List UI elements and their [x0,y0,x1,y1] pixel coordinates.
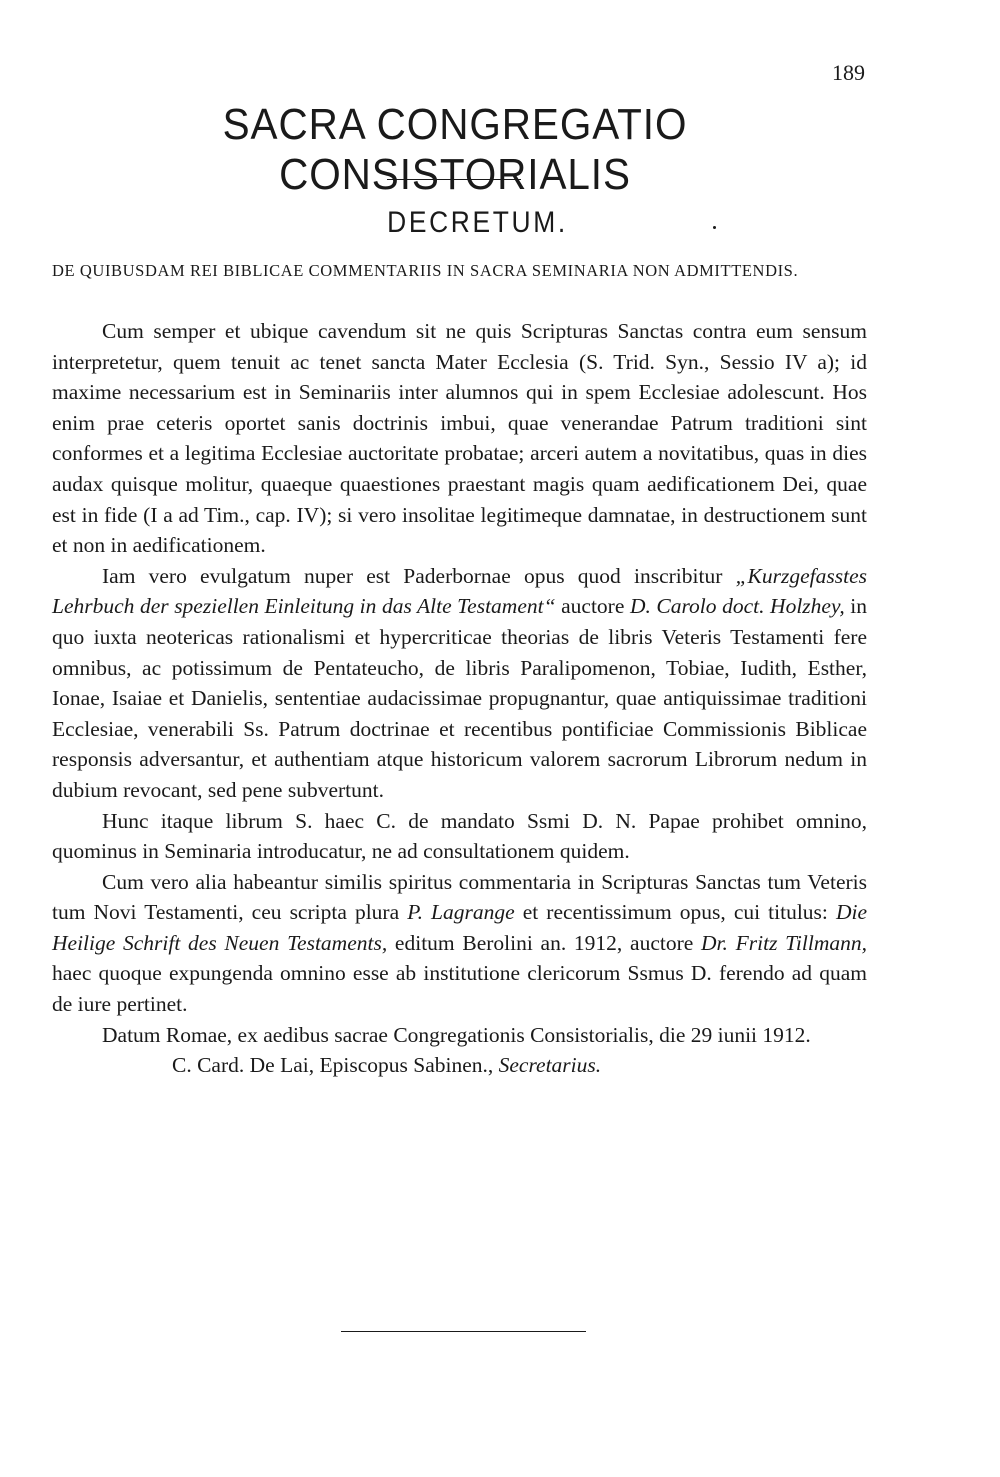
author-lagrange: P. Lagrange [407,900,515,925]
author-tillmann: Dr. Fritz Tillmann, [701,930,867,955]
paragraph-4-text-1: Cum vero alia habeantur similis spiritus commentaria in Scripturas Sanctas tum Veteris tum Novi Testamenti, ceu scripta plura [52,869,867,925]
header-title: SACRA CONGREGATIO CONSISTORIALIS [222,100,688,199]
page-number: 189 [832,60,865,85]
decree-subtitle: DE QUIBUSDAM REI BIBLICAE COMMENTARIIS IN SACRA SEMINARIA NON ADMITTENDIS. [52,261,799,280]
book-title-holzhey: „Kurzgefasstes Lehrbuch der speziellen Einleitung in das Alte Testament“ [52,563,867,619]
paragraph-4-text-2: et recentissimum opus, cui titulus: [514,900,836,925]
paragraph-2-text-3: in quo iuxta neotericas rationalismi et hypercriticae theorias de libris Veteris Testamenti fere omnibus, ac potissimum de Pentateucho, de libris Paralipomenon, Tobiae, Iudith, Esther, Ionae, Isaiae et Danielis, sententiae audacissimae propugnantur, quae antiquissimae traditioni Ecclesiae, venerabili Ss. Patrum doctrinae et recentibus pontificiae Commissionis Biblicae responsis adversantur, et authentiam atque historicum valorem sacrorum Librorum nedum in dubium revocant, sed pene subvertunt. [52,594,867,802]
paragraph-1: Cum semper et ubique cavendum sit ne quis Scripturas Sanctas contra eum sensum interpretetur, quem tenuit ac tenet sancta Mater Ecclesia (S. Trid. Syn., Sessio IV a); id maxime necessarium est in Seminariis inter alumnos qui in spem Ecclesiae adolescunt. Hos enim prae ceteris oportet sanis doctrinis imbui, quae venerandae Patrum traditioni sint conformes et a legitima Ecclesiae auctoritate probatae; arceri autem a novitatibus, quas in dies audax quisque molitur, quaeque quaestiones praestant magis quam aedificationem Dei, quae est in fide (I a ad Tim., cap. IV); si vero insolitae legitimeque damnatae, in destructionem sunt et non in aedificationem. [52,319,867,558]
signature-name: C. Card. De Lai, Episcopus Sabinen., [172,1053,494,1078]
paragraph-2 [52,561,867,806]
signature-role: Secretarius. [498,1053,602,1078]
paragraph-2-text-2: auctore [555,594,630,619]
print-speck [713,226,716,229]
decree-title: DECRETUM. [387,206,568,239]
paragraph-2-text-1: Iam vero evulgatum nuper est Paderbornae opus quod inscribitur [102,563,736,588]
paragraph-4-text-3: editum Berolini an. 1912, auctore [387,930,702,955]
paragraph-4 [52,867,867,1020]
decree-body [52,316,867,1081]
paragraph-5: Datum Romae, ex aedibus sacrae Congregationis Consistorialis, die 29 iunii 1912. [102,1022,811,1047]
separator-rule [387,179,521,180]
author-holzhey: D. Carolo doct. Holzhey, [629,594,845,619]
end-rule [341,1331,586,1332]
book-title-tillmann: Die Heilige Schrift des Neuen Testaments, [52,900,868,955]
paragraph-4-text-4: haec quoque expungenda omnino esse ab institutione clericorum Ssmus D. ferendo ad quam de iure pertinet. [52,961,867,1017]
signature-line [52,1050,867,1081]
paragraph-3: Hunc itaque librum S. haec C. de mandato Ssmi D. N. Papae prohibet omnino, quominus in Seminaria introducatur, ne ad consultationem quidem. [52,808,867,864]
